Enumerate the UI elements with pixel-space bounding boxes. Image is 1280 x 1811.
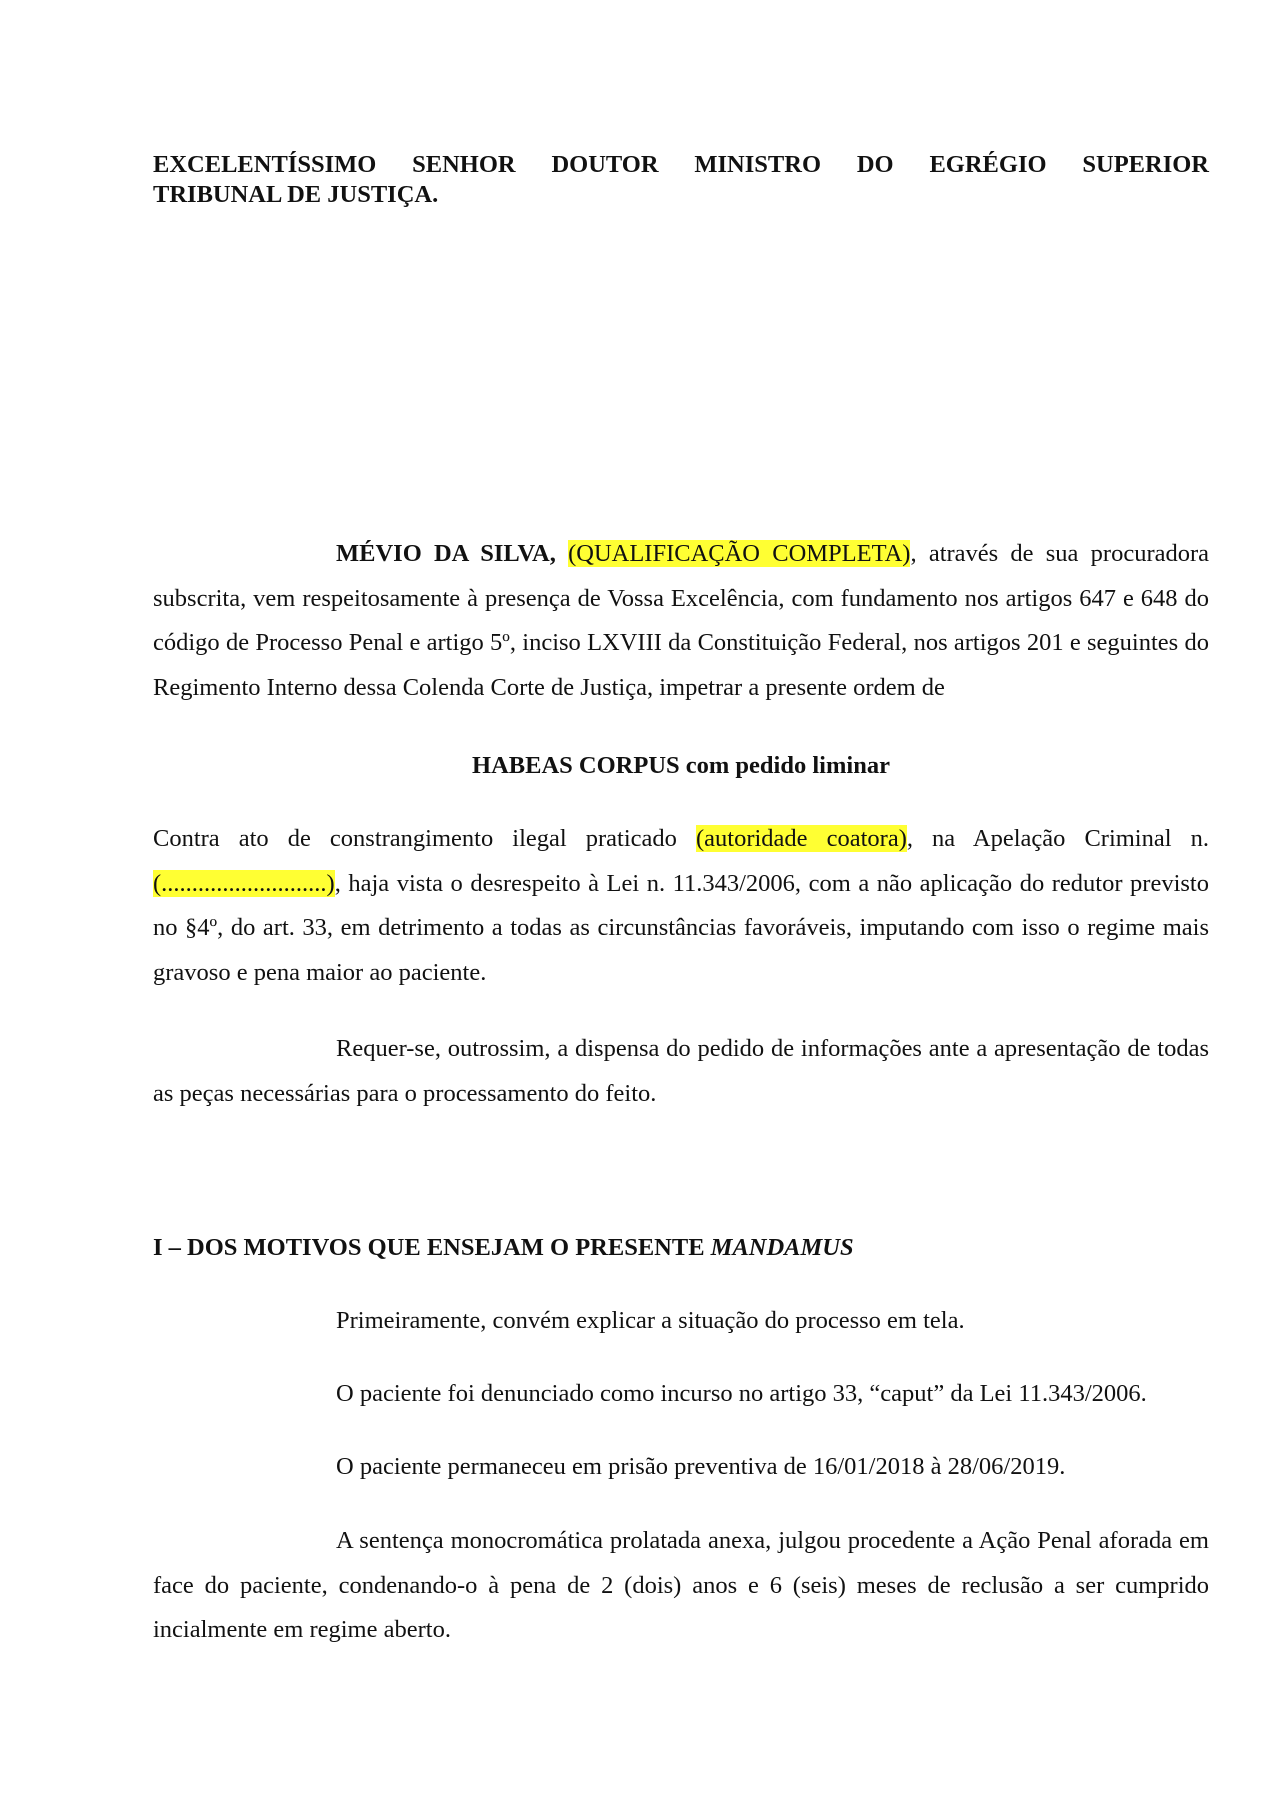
petitioner-name: MÉVIO DA SILVA, [336, 540, 556, 567]
against-paragraph [153, 817, 1209, 995]
court-address-line-2: TRIBUNAL DE JUSTIÇA. [153, 181, 439, 208]
against-text-3: , haja vista o desrespeito à Lei n. 11.343/2006, com a não aplicação do redutor previsto no §4º, do art. 33, em detrimento a todas as circunstâncias favoráveis, imputando com isso o regime mais gravoso e pena maior ao paciente. [153, 869, 1209, 986]
process-number-placeholder: (...........................) [153, 869, 335, 897]
section-paragraph-4: A sentença monocromática prolatada anexa, julgou procedente a Ação Penal aforada em face do paciente, condenando-o à pena de 2 (dois) anos e 6 (seis) meses de reclusão a ser cumprido incialmente em regime aberto. [153, 1527, 1209, 1643]
authority-placeholder: (autoridade coatora) [695, 825, 907, 852]
court-address [153, 150, 1209, 210]
section-heading [153, 1226, 1209, 1271]
section-paragraph-3: O paciente permaneceu em prisão preventiva de 16/01/2018 à 28/06/2019. [336, 1453, 1066, 1480]
section-heading-italic: MANDAMUS [710, 1234, 854, 1261]
section-paragraph-2: O paciente foi denunciado como incurso no artigo 33, “caput” da Lei 11.343/2006. [336, 1380, 1147, 1407]
intro-paragraph [153, 532, 1209, 710]
request-paragraph: Requer-se, outrossim, a dispensa do pedido de informações ante a apresentação de todas as peças necessárias para o processamento do feito. [153, 1035, 1209, 1107]
against-text-1: Contra ato de constrangimento ilegal praticado [153, 825, 696, 852]
document-title: HABEAS CORPUS com pedido liminar [472, 752, 890, 779]
intro-text: , através de sua procuradora subscrita, vem respeitosamente à presença de Vossa Excelência, com fundamento nos artigos 647 e 648 do código de Processo Penal e artigo 5º, inciso LXVIII da Constituição Federal, nos artigos 201 e seguintes do Regimento Interno dessa Colenda Corte de Justiça, impetrar a presente ordem de [153, 540, 1210, 701]
qualification-placeholder: (QUALIFICAÇÃO COMPLETA) [568, 540, 911, 567]
court-address-line-1: EXCELENTÍSSIMO SENHOR DOUTOR MINISTRO DO EGRÉGIO SUPERIOR [153, 151, 1209, 178]
section-heading-text: I – DOS MOTIVOS QUE ENSEJAM O PRESENTE [153, 1234, 711, 1261]
against-text-2: , na Apelação Criminal n. [906, 825, 1209, 852]
section-paragraph-1: Primeiramente, convém explicar a situação do processo em tela. [336, 1307, 965, 1334]
